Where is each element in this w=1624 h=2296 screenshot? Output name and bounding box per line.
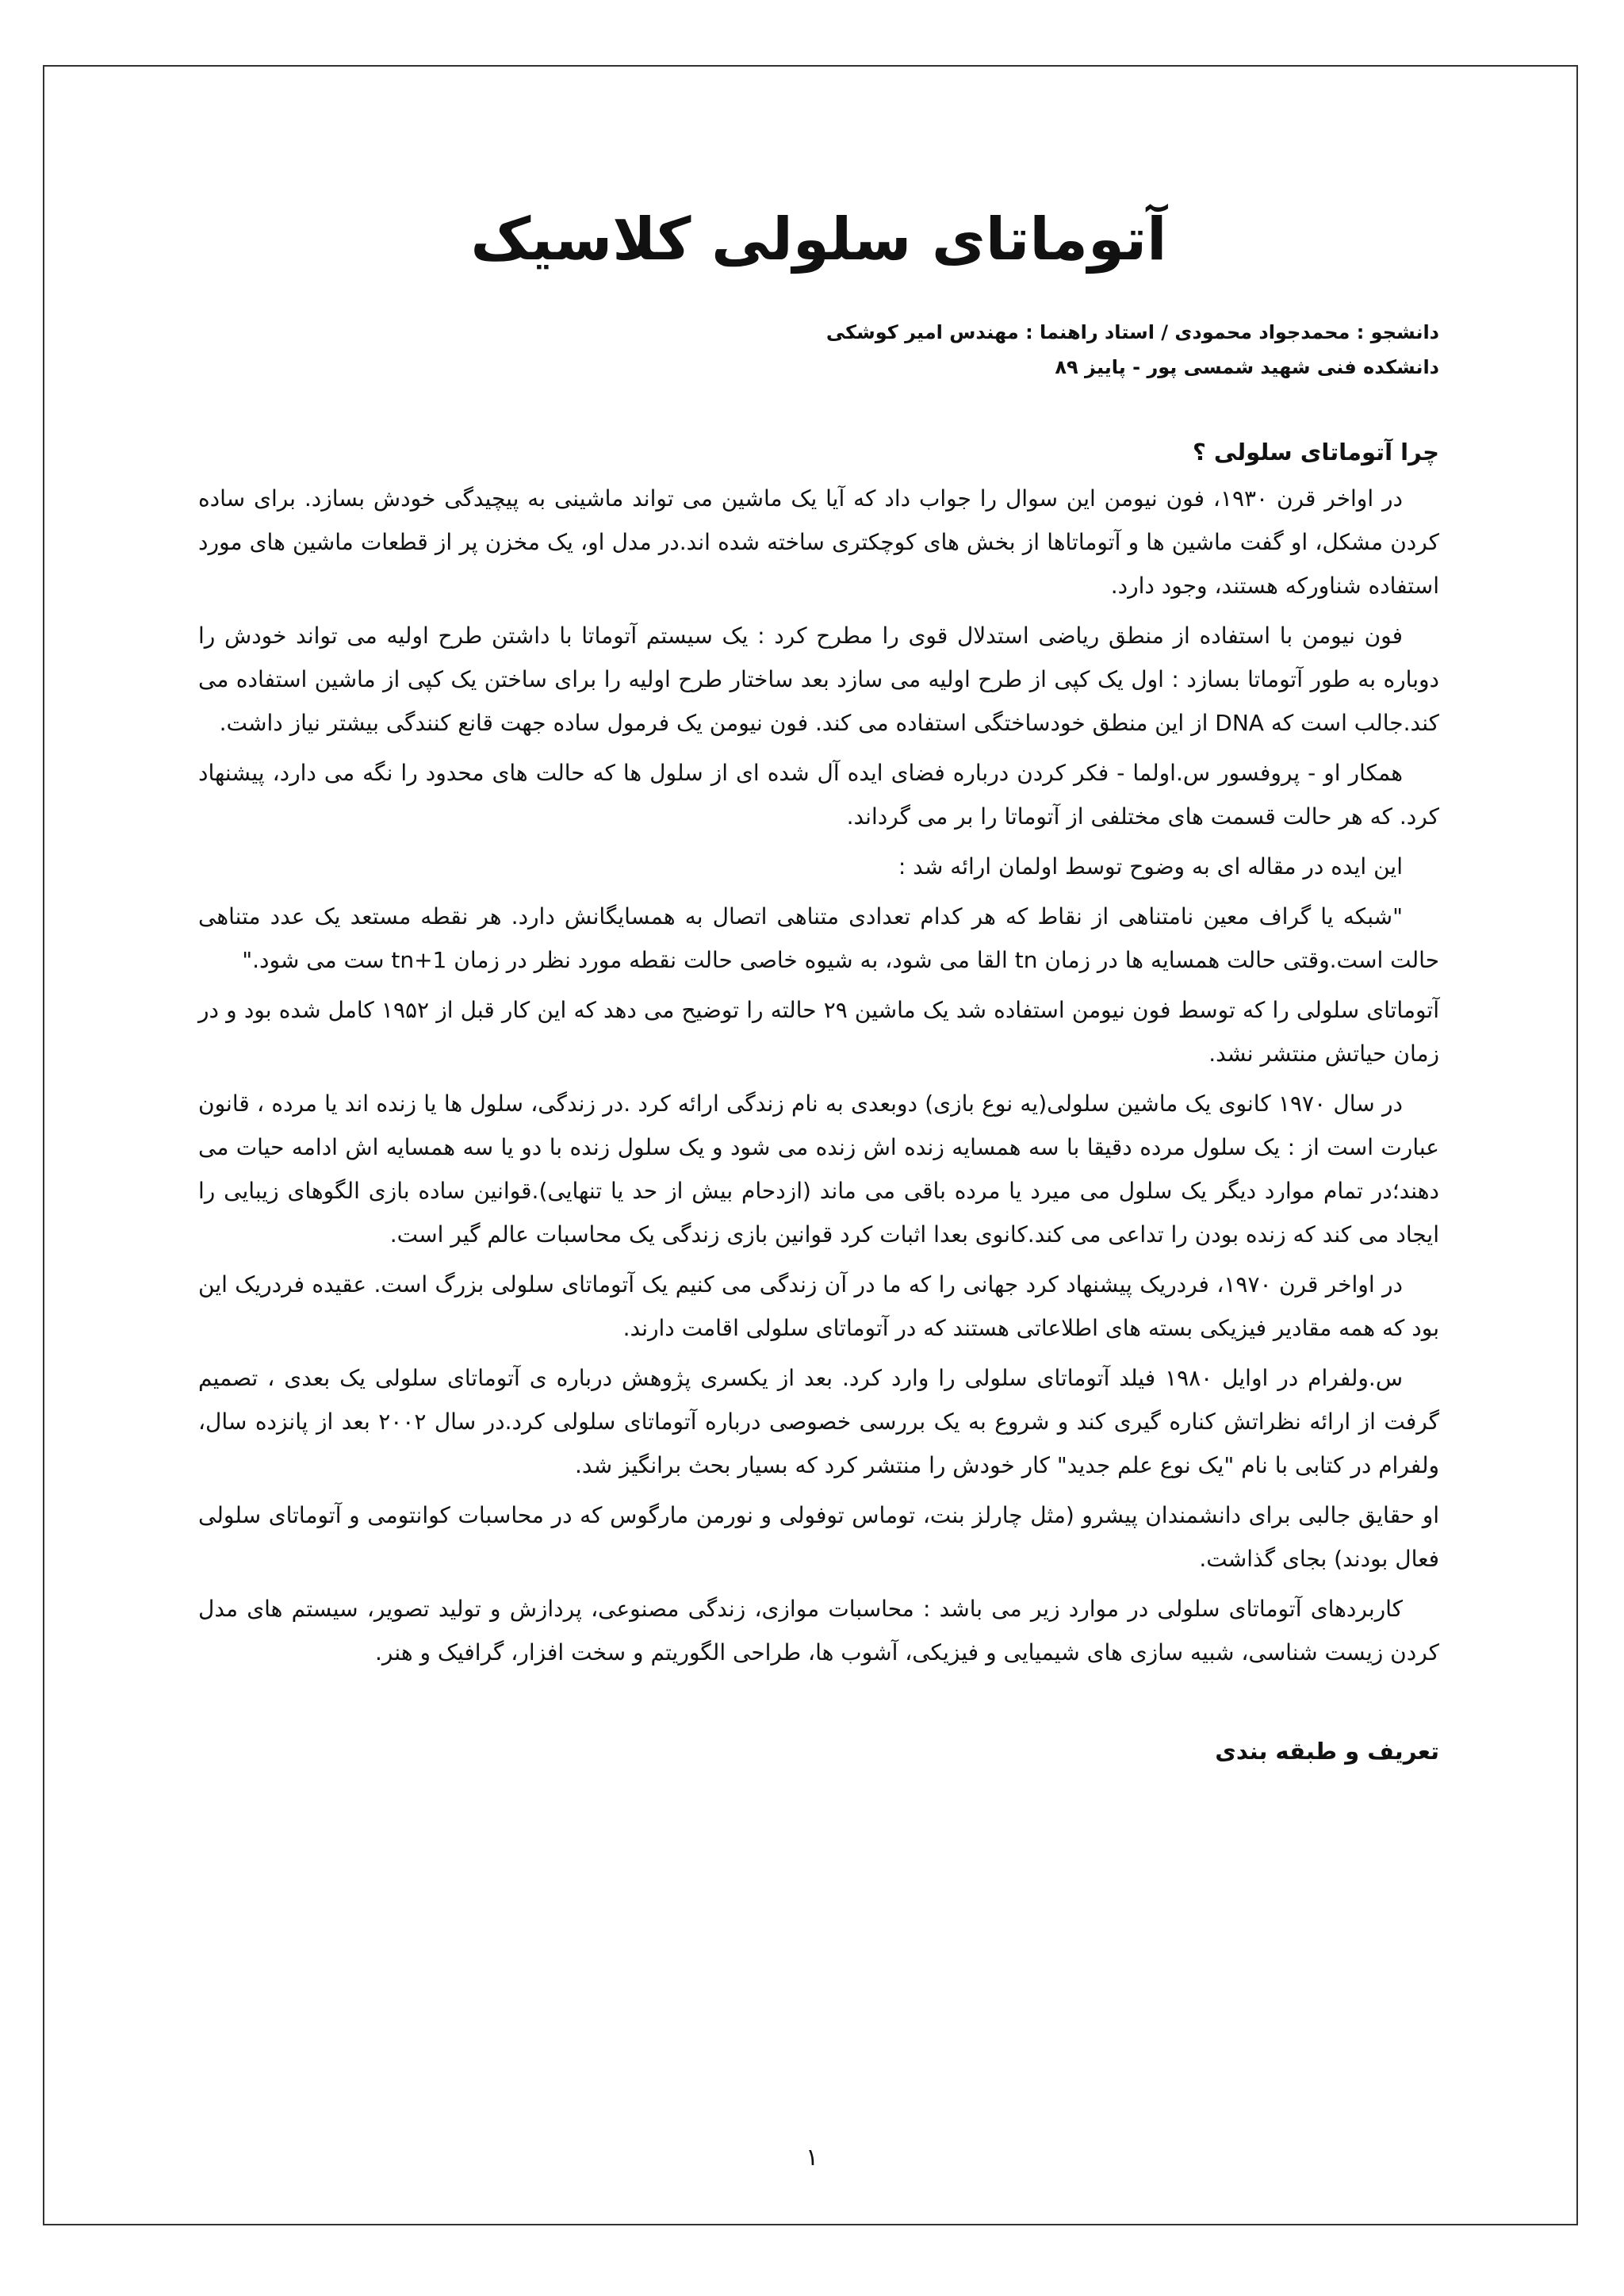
paragraph: او حقایق جالبی برای دانشمندان پیشرو (مثل چارلز بنت، توماس توفولی و نورمن مارگوس که در محاسبات کوانتومی و آتوماتای سلولی فعال بودند) بجای گذاشت. <box>198 1502 1439 1573</box>
paragraph: این ایده در مقاله ای به وضوح توسط اولمان ارائه شد : <box>898 853 1403 880</box>
paragraph: در سال ۱۹۷۰ کانوی یک ماشین سلولی(یه نوع بازی) دوبعدی به نام زندگی ارائه کرد .در زندگی، سلول ها یا زنده اند یا مرده ، قانون عبارت است از : یک سلول مرده دقیقا با سه همسایه زنده اش زنده می شود و یک سلول زنده با دو یا سه همسایه اش ادامه حیات می دهند؛در تمام موارد دیگر یک سلول می میرد یا مرده باقی می ماند (ازدحام بیش از حد یا تنهایی).قوانین ساده بازی الگوهای زیبایی را ایجاد می کند که زنده بودن را تداعی می کند.کانوی بعدا اثبات کرد قوانین بازی زندگی یک محاسبات عالم گیر است. <box>198 1091 1439 1248</box>
paragraph-quote: "شبکه یا گراف معین نامتناهی از نقاط که هر کدام تعدادی متناهی اتصال به همسایگانش دارد. هر نقطه مستعد یک عدد متناهی حالت است.وقتی حالت همسایه ها در زمان tn القا می شود، به شیوه خاصی حالت نقطه مورد نظر در زمان tn+1 ست می شود." <box>198 903 1439 974</box>
paragraph: در اواخر قرن ۱۹۷۰، فردریک پیشنهاد کرد جهانی را که ما در آن زندگی می کنیم یک آتوماتای سلولی بزرگ است. عقیده فردریک این بود که همه مقادیر فیزیکی بسته های اطلاعاتی هستند که در آتوماتای سلولی اقامت دارند. <box>198 1271 1439 1342</box>
paragraph: در اواخر قرن ۱۹۳۰، فون نیومن این سوال را جواب داد که آیا یک ماشین می تواند ماشینی به پیچیدگی خودش بسازد. برای ساده کردن مشکل، او گفت ماشین ها و آتوماتاها از بخش های کوچکتری ساخته شده اند.در مدل او، یک مخزن پر از قطعات ماشین های مورد استفاده شناورکه هستند، وجود دارد. <box>198 485 1439 600</box>
document-title: آتوماتای سلولی کلاسیک <box>470 205 1167 274</box>
paragraph: فون نیومن با استفاده از منطق ریاضی استدلال قوی را مطرح کرد : یک سیستم آتوماتا با داشتن طرح اولیه می تواند خودش را دوباره به طور آتوماتا بسازد : اول یک کپی از طرح اولیه می سازد بعد ساختار طرح اولیه را برای ساختن یک کپی از ماشین استفاده می کند.جالب است که DNA از این منطق خودساختگی استفاده می کند. فون نیومن یک فرمول ساده جهت قانع کنندگی بیشتر نیاز داشت. <box>198 623 1439 737</box>
section-heading-definition: تعریف و طبقه بندی <box>1215 1738 1439 1765</box>
paragraph: س.ولفرام در اوایل ۱۹۸۰ فیلد آتوماتای سلولی را وارد کرد. بعد از یکسری پژوهش درباره ی آتوماتای سلولی یک بعدی ، تصمیم گرفت از ارائه نظراتش کناره گیری کند و شروع به یک بررسی خصوصی درباره آتوماتای سلولی کرد.در سال ۲۰۰۲ بعد از پانزده سال، ولفرام در کتابی با نام "یک نوع علم جدید" کار خودش را منتشر کرد که بسیار بحث برانگیز شد. <box>198 1365 1439 1479</box>
author-line: دانشجو : محمدجواد محمودی / استاد راهنما : مهندس امیر کوشکی <box>825 321 1439 344</box>
institution-line: دانشکده فنی شهید شمسی پور - پاییز ۸۹ <box>1055 356 1439 379</box>
section-heading-why: چرا آتوماتای سلولی ؟ <box>1193 439 1439 466</box>
paragraph: کاربردهای آتوماتای سلولی در موارد زیر می باشد : محاسبات موازی، زندگی مصنوعی، پردازش و تولید تصویر، سیستم های مدل کردن زیست شناسی، شبیه سازی های شیمیایی و فیزیکی، آشوب ها، طراحی الگوریتم و سخت افزار، گرافیک و هنر. <box>198 1596 1439 1666</box>
paragraph: آتوماتای سلولی را که توسط فون نیومن استفاده شد یک ماشین ۲۹ حالته را توضیح می دهد که این کار قبل از ۱۹۵۲ کامل شده بود و در زمان حیاتش منتشر نشد. <box>198 997 1440 1068</box>
page-number: ۱ <box>805 2144 819 2171</box>
paragraph: همکار او - پروفسور س.اولما - فکر کردن درباره فضای ایده آل شده ای از سلول ها که حالت های محدود را نگه می دارد، پیشنهاد کرد. که هر حالت قسمت های مختلفی از آتوماتا را بر می گرداند. <box>198 760 1439 830</box>
document-body <box>198 206 1439 1765</box>
